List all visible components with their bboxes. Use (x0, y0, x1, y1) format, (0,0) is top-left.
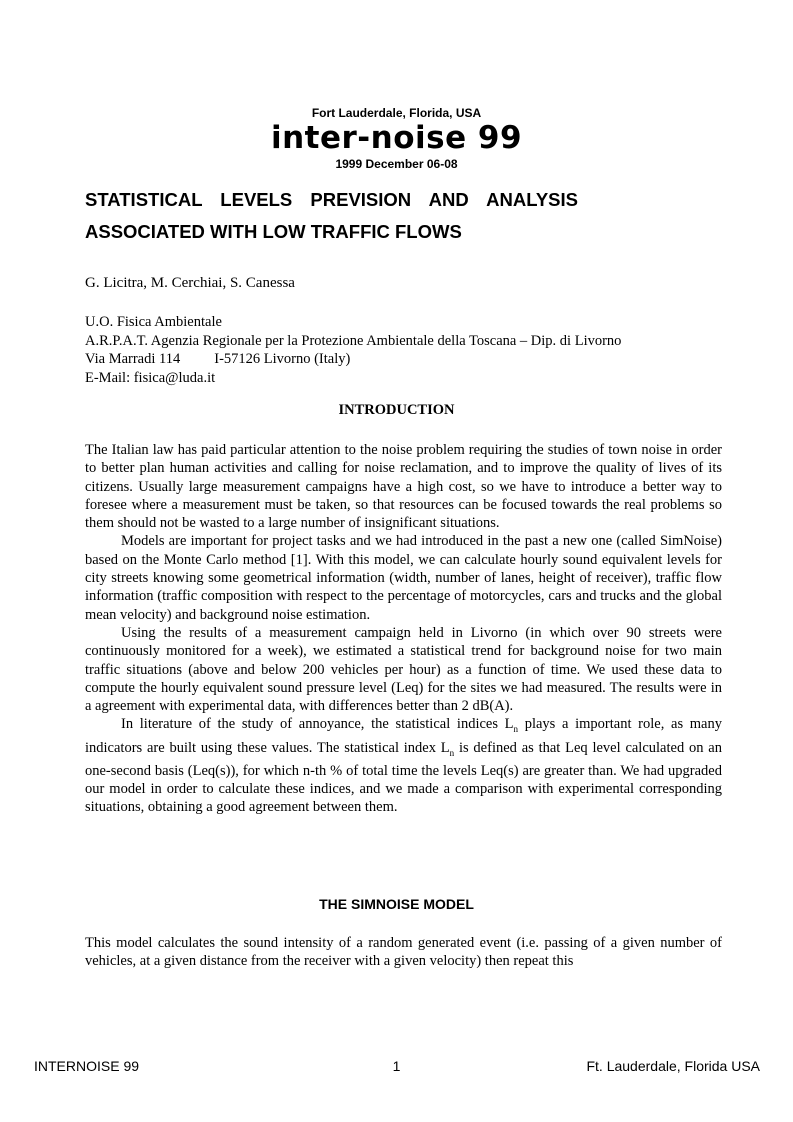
section-heading-introduction: INTRODUCTION (338, 402, 455, 418)
introduction-body (85, 441, 722, 817)
section-heading-simnoise: THE SIMNOISE MODEL (319, 896, 474, 912)
simnoise-body (85, 934, 722, 971)
paper-title-line-2: ASSOCIATED WITH LOW TRAFFIC FLOWS (85, 221, 462, 242)
p4-part-a: In literature of the study of annoyance, the statistical indices L (121, 716, 514, 733)
ln-subscript-2: n (449, 747, 455, 758)
intro-paragraph-4 (85, 715, 722, 816)
footer-right: Ft. Lauderdale, Florida USA (586, 1058, 760, 1074)
intro-paragraph-1: The Italian law has paid particular attention to the noise problem requiring the studies of town noise in order to better plan human activities and calling for noise reclamation, and to improve the quality of lives of its citizens. Usually large measurement campaigns have a high cost, so we have to introduce a better way to foresee where a measurement must be taken, so that resources can be focused towards the real problems so them should not be wasted to a large number of insignificant situations. (85, 442, 722, 532)
affiliation-email: E-Mail: fisica@luda.it (85, 369, 216, 386)
page-number: 1 (392, 1058, 401, 1074)
ln-subscript-1: n (513, 724, 519, 735)
authors: G. Licitra, M. Cerchiai, S. Canessa (85, 275, 295, 291)
conference-dates: 1999 December 06-08 (335, 157, 458, 171)
affiliation-address (85, 350, 621, 369)
affiliation (85, 313, 621, 387)
conference-location: Fort Lauderdale, Florida, USA (311, 106, 482, 120)
affiliation-unit: U.O. Fisica Ambientale (85, 314, 222, 330)
conference-logo: inter-noise 99 (270, 120, 523, 156)
address-city: I-57126 Livorno (Italy) (214, 351, 351, 367)
paper-title-line-1: STATISTICAL LEVELS PREVISION AND ANALYSIS (85, 189, 578, 210)
intro-paragraph-2: Models are important for project tasks and we had introduced in the past a new one (called SimNoise) based on the Monte Carlo method [1]. With this model, we can calculate hourly sound equivalent levels for city streets knowing some geometrical information (width, number of lanes, height of receiver), traffic flow information (traffic composition with respect to the percentage of motorcycles, cars and trucks and the global mean velocity) and background noise estimation. (85, 533, 722, 623)
address-street: Via Marradi 114 (85, 351, 181, 367)
intro-paragraph-3: Using the results of a measurement campaign held in Livorno (in which over 90 streets were continuously monitored for a week), we estimated a statistical trend for background noise for two main traffic situations (above and below 200 vehicles per hour) as a function of time. We used these data to compute the hourly equivalent sound pressure level (Leq) for the sites we had measured. The results were in a agreement with experimental data, with differences better than 2 dB(A). (85, 624, 722, 715)
p4-part-c: is defined as that Leq level calculated on an one-second basis (Leq(s)), for which n-th % of total time the levels Leq(s) are greater than. We had upgraded our model in order to calculate these indices, and we made a comparison with experimental corresponding situations, obtaining a good agreement between them. (85, 739, 722, 816)
simnoise-paragraph-1: This model calculates the sound intensity of a random generated event (i.e. passing of a given number of vehicles, at a given distance from the receiver with a given velocity) then repeat this (85, 935, 722, 970)
footer-left: INTERNOISE 99 (34, 1058, 140, 1074)
affiliation-agency: A.R.P.A.T. Agenzia Regionale per la Protezione Ambientale della Toscana – Dip. di Livorno (85, 332, 622, 349)
p4-part-b: plays a important role, as many indicators are built using these values. The statistical index L (85, 716, 722, 756)
